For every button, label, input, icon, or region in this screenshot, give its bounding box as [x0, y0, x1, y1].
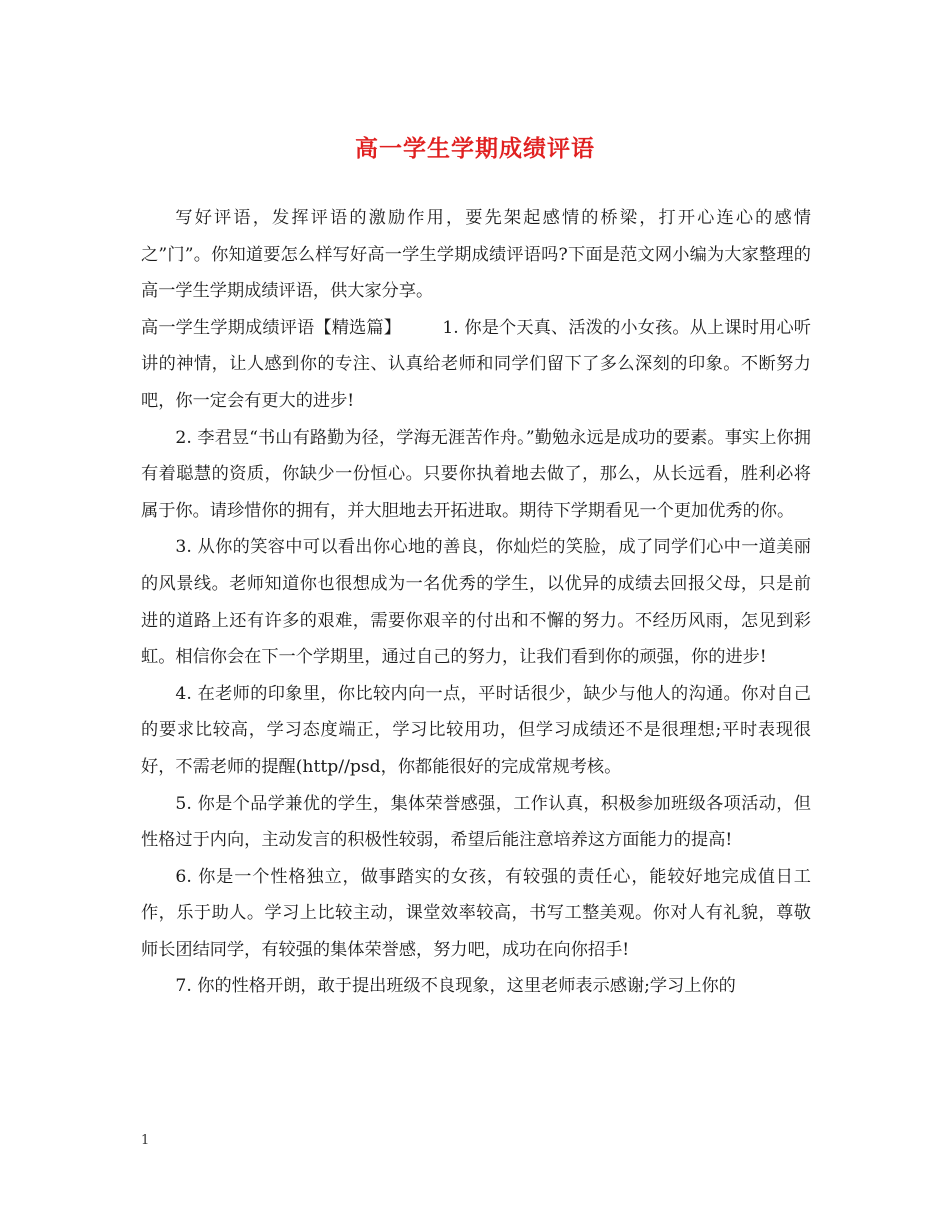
page-number: 1 [141, 1133, 150, 1148]
section-paragraph [141, 310, 811, 420]
document-title: 高一学生学期成绩评语 [355, 136, 595, 162]
comment-6: 6. 你是一个性格独立，做事踏实的女孩，有较强的责任心，能较好地完成值日工作，乐于助人。学习上比较主动，课堂效率较高，书写工整美观。你对人有礼貌，尊敬师长团结同学，有较强的集体荣誉感，努力吧，成功在向你招手! [141, 866, 811, 960]
comment-3: 3. 从你的笑容中可以看出你心地的善良，你灿烂的笑脸，成了同学们心中一道美丽的风景线。老师知道你也很想成为一名优秀的学生，以优异的成绩去回报父母，只是前进的道路上还有许多的艰难，需要你艰辛的付出和不懈的努力。不经历风雨，怎见到彩虹。相信你会在下一个学期里，通过自己的努力，让我们看到你的顽强，你的进步! [141, 537, 811, 668]
document-body [141, 200, 811, 1005]
comment-5: 5. 你是个品学兼优的学生，集体荣誉感强，工作认真，积极参加班级各项活动，但性格过于内向，主动发言的积极性较弱，希望后能注意培养这方面能力的提高! [141, 793, 811, 851]
comment-1: 1. 你是个天真、活泼的小女孩。从上课时用心听讲的神情，让人感到你的专注、认真给老师和同学们留下了多么深刻的印象。不断努力吧，你一定会有更大的进步! [141, 317, 811, 411]
comment-7: 7. 你的性格开朗，敢于提出班级不良现象，这里老师表示感谢;学习上你的 [175, 976, 736, 997]
comment-4: 4. 在老师的印象里，你比较内向一点，平时话很少，缺少与他人的沟通。你对自己的要求比较高，学习态度端正，学习比较用功，但学习成绩还不是很理想;平时表现很好，不需老师的提醒(http//psd，你都能很好的完成常规考核。 [141, 683, 811, 777]
intro-paragraph: 写好评语，发挥评语的激励作用，要先架起感情的桥梁，打开心连心的感情之”门”。你知道要怎么样写好高一学生学期成绩评语吗?下面是范文网小编为大家整理的高一学生学期成绩评语，供大家分享。 [141, 208, 811, 302]
comment-2: 2. 李君昱“书山有路勤为径，学海无涯苦作舟。”勤勉永远是成功的要素。事实上你拥有着聪慧的资质，你缺少一份恒心。只要你执着地去做了，那么，从长远看，胜利必将属于你。请珍惜你的拥有，并大胆地去开拓进取。期待下学期看见一个更加优秀的你。 [141, 427, 811, 521]
section-heading: 高一学生学期成绩评语【精选篇】 [141, 317, 402, 338]
